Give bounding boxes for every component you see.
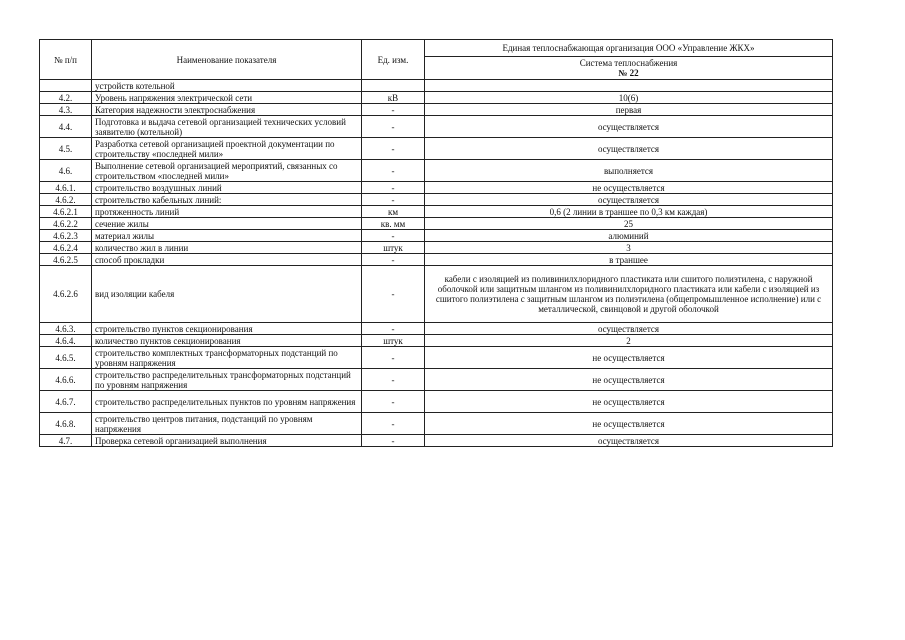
table-row [40,323,833,335]
row-value: осуществляется [425,194,833,206]
table-row [40,104,833,116]
row-number: 4.5. [40,138,92,160]
table-row [40,242,833,254]
row-unit: - [362,254,425,266]
table-row [40,266,833,323]
table-row [40,116,833,138]
row-indicator-name: сечение жилы [92,218,362,230]
table-row [40,347,833,369]
row-value: 10(6) [425,92,833,104]
row-unit: - [362,160,425,182]
row-value: 2 [425,335,833,347]
row-indicator-name: Разработка сетевой организацией проектной документации по строительству «последней мили» [92,138,362,160]
row-number: 4.6.1. [40,182,92,194]
row-unit: - [362,230,425,242]
row-number: 4.4. [40,116,92,138]
row-number: 4.3. [40,104,92,116]
header-org: Единая теплоснабжающая организация ООО «Управление ЖКХ» [425,40,833,57]
row-number: 4.7. [40,435,92,447]
row-value: не осуществляется [425,391,833,413]
row-number: 4.6.2.2 [40,218,92,230]
row-number: 4.2. [40,92,92,104]
row-unit: - [362,194,425,206]
row-value: не осуществляется [425,347,833,369]
row-number: 4.6.2.1 [40,206,92,218]
table-row [40,160,833,182]
row-unit: - [362,369,425,391]
row-number: 4.6.3. [40,323,92,335]
row-value: 25 [425,218,833,230]
row-unit: - [362,116,425,138]
indicator-table [39,39,833,447]
table-row [40,254,833,266]
row-unit [362,80,425,92]
table-row [40,391,833,413]
row-unit: - [362,182,425,194]
row-indicator-name: Выполнение сетевой организацией мероприятий, связанных со строительством «последней мили» [92,160,362,182]
row-unit: км [362,206,425,218]
table-row [40,80,833,92]
table-row [40,369,833,391]
header-system-label: Система теплоснабжения [579,58,678,68]
row-indicator-name: строительство комплектных трансформаторных подстанций по уровням напряжения [92,347,362,369]
row-unit: штук [362,335,425,347]
row-unit: кв. мм [362,218,425,230]
row-unit: - [362,138,425,160]
row-number: 4.6.4. [40,335,92,347]
row-unit: кВ [362,92,425,104]
table-row [40,182,833,194]
row-number: 4.6.2.6 [40,266,92,323]
row-number: 4.6.2. [40,194,92,206]
row-unit: - [362,347,425,369]
row-unit: - [362,104,425,116]
row-value: кабели с изоляцией из поливинилхлоридного пластиката или сшитого полиэтилена, с наружной оболочкой или защитным шлангом из поливинилхлоридного пластиката или кабели с изоляцией из сшитого полиэтилена с защитным шлангом из полиэтилена (общепромышленное исполнение) или с металлической, свинцовой и другой оболочкой [425,266,833,323]
row-number: 4.6.2.5 [40,254,92,266]
row-indicator-name: протяженность линий [92,206,362,218]
table-row [40,92,833,104]
row-value: в траншее [425,254,833,266]
row-value: не осуществляется [425,413,833,435]
table-row [40,230,833,242]
row-value [425,80,833,92]
row-number: 4.6.7. [40,391,92,413]
row-unit: - [362,413,425,435]
row-indicator-name: строительство кабельных линий: [92,194,362,206]
row-number: 4.6.8. [40,413,92,435]
row-number [40,80,92,92]
row-indicator-name: Категория надежности электроснабжения [92,104,362,116]
table-row [40,194,833,206]
row-number: 4.6.6. [40,369,92,391]
table-row [40,435,833,447]
table-row [40,335,833,347]
table-row [40,413,833,435]
row-indicator-name: материал жилы [92,230,362,242]
row-indicator-name: строительство распределительных пунктов по уровням напряжения [92,391,362,413]
table-row [40,138,833,160]
row-indicator-name: устройств котельной [92,80,362,92]
row-number: 4.6.5. [40,347,92,369]
row-unit: - [362,323,425,335]
row-value: осуществляется [425,116,833,138]
row-value: 3 [425,242,833,254]
row-indicator-name: строительство центров питания, подстанций по уровням напряжения [92,413,362,435]
row-value: 0,6 (2 линии в траншее по 0,3 км каждая) [425,206,833,218]
row-value: алюминий [425,230,833,242]
row-indicator-name: строительство пунктов секционирования [92,323,362,335]
table-row [40,218,833,230]
header-system-number: № 22 [618,68,639,78]
row-indicator-name: строительство распределительных трансформаторных подстанций по уровням напряжения [92,369,362,391]
row-unit: - [362,435,425,447]
row-number: 4.6. [40,160,92,182]
row-indicator-name: способ прокладки [92,254,362,266]
row-value: выполняется [425,160,833,182]
row-indicator-name: строительство воздушных линий [92,182,362,194]
row-number: 4.6.2.4 [40,242,92,254]
row-indicator-name: количество пунктов секционирования [92,335,362,347]
row-indicator-name: Уровень напряжения электрической сети [92,92,362,104]
header-name: Наименование показателя [92,40,362,80]
row-unit: штук [362,242,425,254]
row-value: осуществляется [425,323,833,335]
row-value: первая [425,104,833,116]
row-indicator-name: Проверка сетевой организацией выполнения [92,435,362,447]
header-system [425,57,833,80]
header-unit: Ед. изм. [362,40,425,80]
row-value: не осуществляется [425,182,833,194]
row-indicator-name: вид изоляции кабеля [92,266,362,323]
row-unit: - [362,266,425,323]
table-row [40,206,833,218]
header-row [40,40,833,57]
table-body [40,80,833,447]
row-value: осуществляется [425,435,833,447]
row-indicator-name: Подготовка и выдача сетевой организацией технических условий заявителю (котельной) [92,116,362,138]
row-number: 4.6.2.3 [40,230,92,242]
row-value: не осуществляется [425,369,833,391]
row-indicator-name: количество жил в линии [92,242,362,254]
row-unit: - [362,391,425,413]
header-num: № п/п [40,40,92,80]
row-value: осуществляется [425,138,833,160]
